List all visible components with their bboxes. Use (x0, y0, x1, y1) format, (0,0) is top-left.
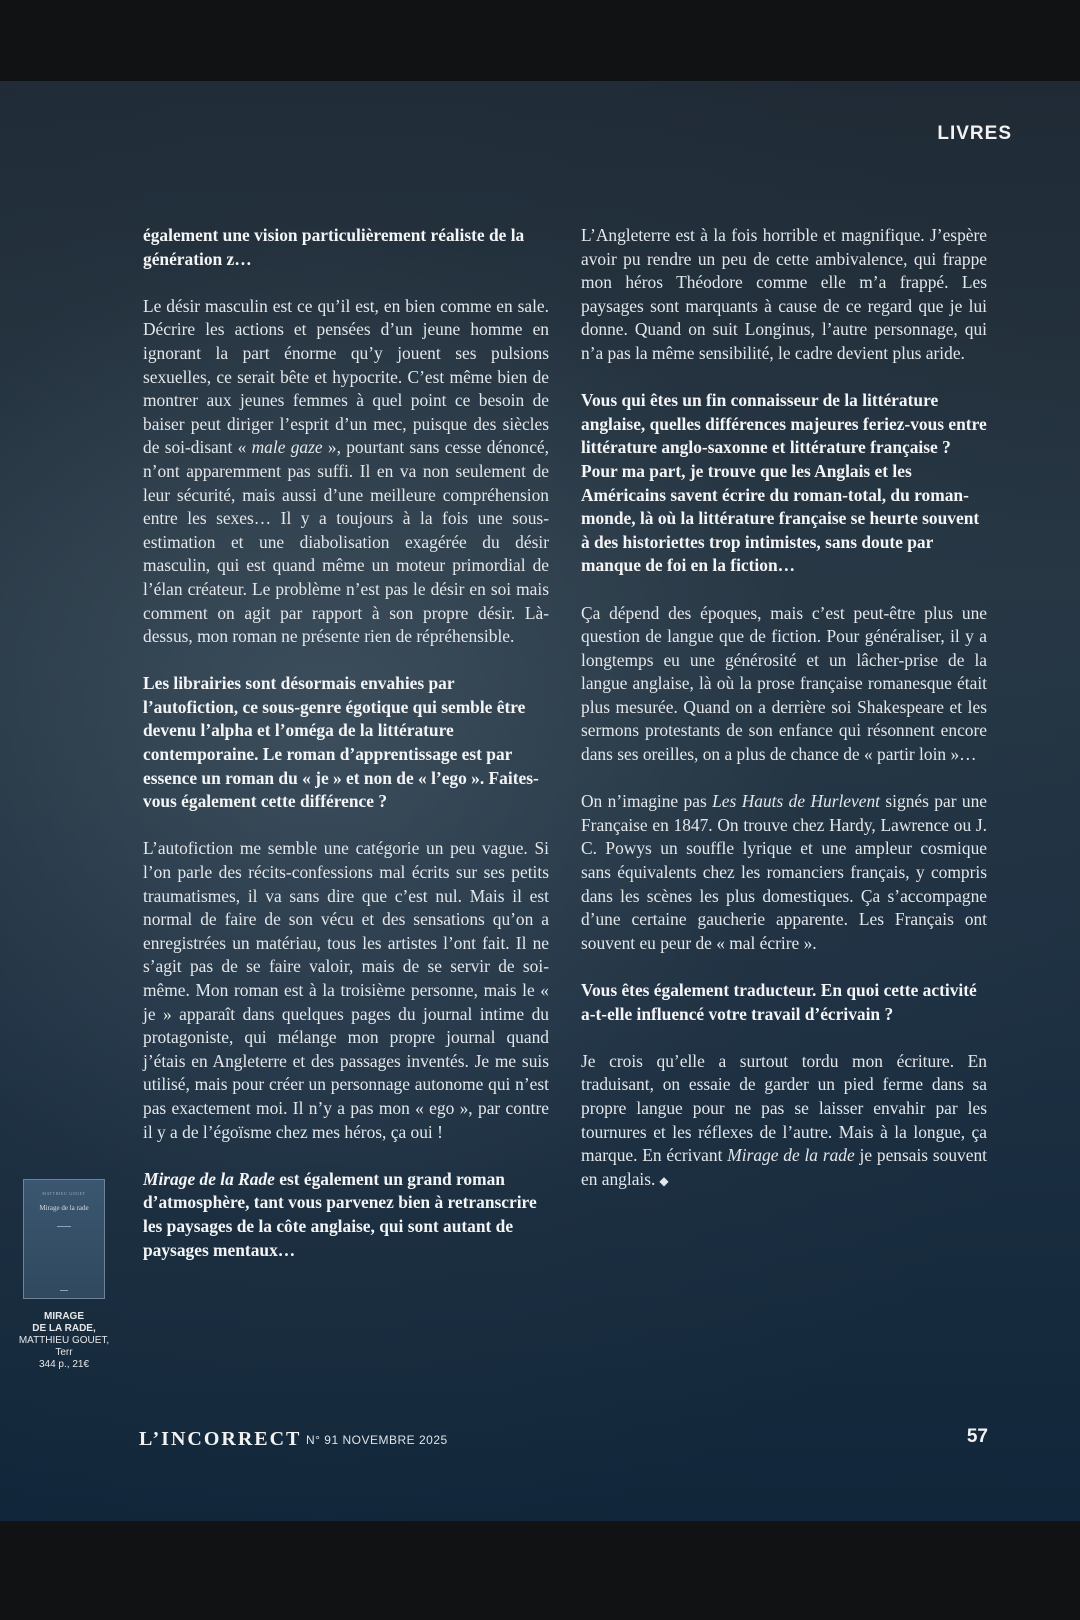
page-number: 57 (966, 1426, 988, 1447)
answer: L’autofiction me semble une catégorie un peu vague. Si l’on parle des récits-confessions mal écrits sur ses petits traumatismes, il va sans dire que c’est nul. Mais il est normal de faire de son vécu et des sensations qu’on a enregistrées un matériau, tous les artistes l’ont fait. Il ne s’agit pas de se faire valoir, mais de se servir de soi-même. Mon roman est à la troisième personne, mais le « je » apparaît dans quelques pages du journal intime du protagoniste, qui mélange mon propre journal quand j’étais en Angleterre et des passages inventés. Je me suis utilisé, mais pour créer un personnage autonome qui n’est pas exactement moi. Il n’y a pas mon « ego », par contre il y a de l’égoïsme chez mes héros, ça oui ! (143, 838, 549, 1142)
right-column (581, 224, 987, 1217)
question: Mirage de la Rade est également un grand roman d’atmosphère, tant vous parvenez bien à retranscrire les paysages de la côte anglaise, qui sont autant de paysages mentaux… (143, 1168, 537, 1260)
cover-rule (57, 1226, 71, 1227)
book-title-line2: DE LA RADE, (32, 1323, 96, 1334)
cover-publisher-mark (60, 1290, 68, 1291)
question: Vous qui êtes un fin connaisseur de la littérature anglaise, quelles différences majeures feriez-vous entre littérature anglo-saxonne et littérature française ? Pour ma part, je trouve que les Anglais et les Américains savent écrire du roman-total, du roman-monde, là où la littérature française se heurte souvent à des historiettes trop intimistes, sans doute par manque de foi en la fiction… (581, 390, 987, 576)
end-of-article-icon: ◆ (659, 1173, 669, 1188)
cover-author: MATTHIEU GOUET (42, 1191, 86, 1196)
cover-title: Mirage de la rade (39, 1204, 89, 1212)
answer: Ça dépend des époques, mais c’est peut-être plus une question de langue que de fiction. Pour généraliser, il y a longtemps eu une générosité et un lâcher-prise de la langue anglaise, là où la prose française romanesque était plus mesurée. Quand on a derrière soi Shakespeare et les sermons protestants de son enfance qui résonnent encore dans ses oreilles, on a plus de chance de « partir loin »… (581, 602, 987, 765)
book-cover-image (23, 1179, 105, 1299)
answer: Le désir masculin est ce qu’il est, en bien comme en sale. Décrire les actions et pensées d’un jeune homme en ignorant la part énorme qu’y jouent ses pulsions sexuelles, ce serait bête et hypocrite. C’est même bien de montrer aux jeunes femmes à quel point ce besoin de baiser peut diriger l’esprit d’un mec, puisque des siècles de soi-disant « male gaze », pourtant sans cesse dénoncé, n’ont apparemment pas suffi. Il en va non seulement de leur sécurité, mais aussi d’une meilleure compréhension entre les sexes… Il y a toujours à la fois une sous-estimation et une diabolisation exagérée du désir masculin, qui est quand même un moteur primordial de l’élan créateur. Le problème n’est pas le désir en soi mais comment on agit par rapport à son propre désir. Là-dessus, mon roman ne présente rien de répréhensible. (143, 295, 549, 647)
book-meta: 344 p., 21€ (38, 1359, 90, 1370)
book-publisher: Terr (55, 1347, 73, 1358)
question: Vous êtes également traducteur. En quoi cette activité a-t-elle influencé votre travail d’écrivain ? (581, 980, 977, 1024)
magazine-page (0, 81, 1080, 1521)
left-column (143, 224, 549, 1286)
answer: L’Angleterre est à la fois horrible et magnifique. J’espère avoir pu rendre un peu de cette ambivalence, qui frappe mon héros Théodore comme elle m’a frappé. Les paysages sont marquants à cause de ce regard que je lui donne. Quand on suit Longinus, l’autre personnage, qui n’a pas la même sensibilité, le cadre devient plus aride. (581, 225, 987, 363)
issue-info: N° 91 NOVEMBRE 2025 (306, 1433, 448, 1447)
section-tag: LIVRES (937, 123, 1012, 144)
book-author: MATTHIEU GOUET, (18, 1335, 110, 1346)
question: également une vision particulièrement réaliste de la génération z… (143, 225, 525, 269)
magazine-name: L’INCORRECT (139, 1428, 302, 1450)
book-caption (10, 1311, 118, 1371)
answer: Je crois qu’elle a surtout tordu mon écriture. En traduisant, on essaie de garder un pied ferme dans sa propre langue pour ne pas se laisser envahir par les tournures et les réflexes de l’autre. Mais à la longue, ça marque. En écrivant Mirage de la rade je pensais souvent en anglais. ◆ (581, 1050, 987, 1189)
book-title-line1: MIRAGE (44, 1311, 84, 1322)
question: Les librairies sont désormais envahies par l’autofiction, ce sous-genre égotique qui semble être devenu l’alpha et l’oméga de la littérature contemporaine. Le roman d’apprentissage est par essence un roman du « je » et non de « l’ego ». Faites-vous également cette différence ? (143, 673, 539, 812)
answer: On n’imagine pas Les Hauts de Hurlevent signés par une Française en 1847. On trouve chez Hardy, Lawrence ou J. C. Powys un souffle lyrique et une ampleur cosmique sans équivalents chez les romanciers français, y compris dans les scènes les plus domestiques. Ça s’accompagne d’une certaine gaucherie apparente. Les Français ont souvent eu peur de « mal écrire ». (581, 791, 987, 953)
